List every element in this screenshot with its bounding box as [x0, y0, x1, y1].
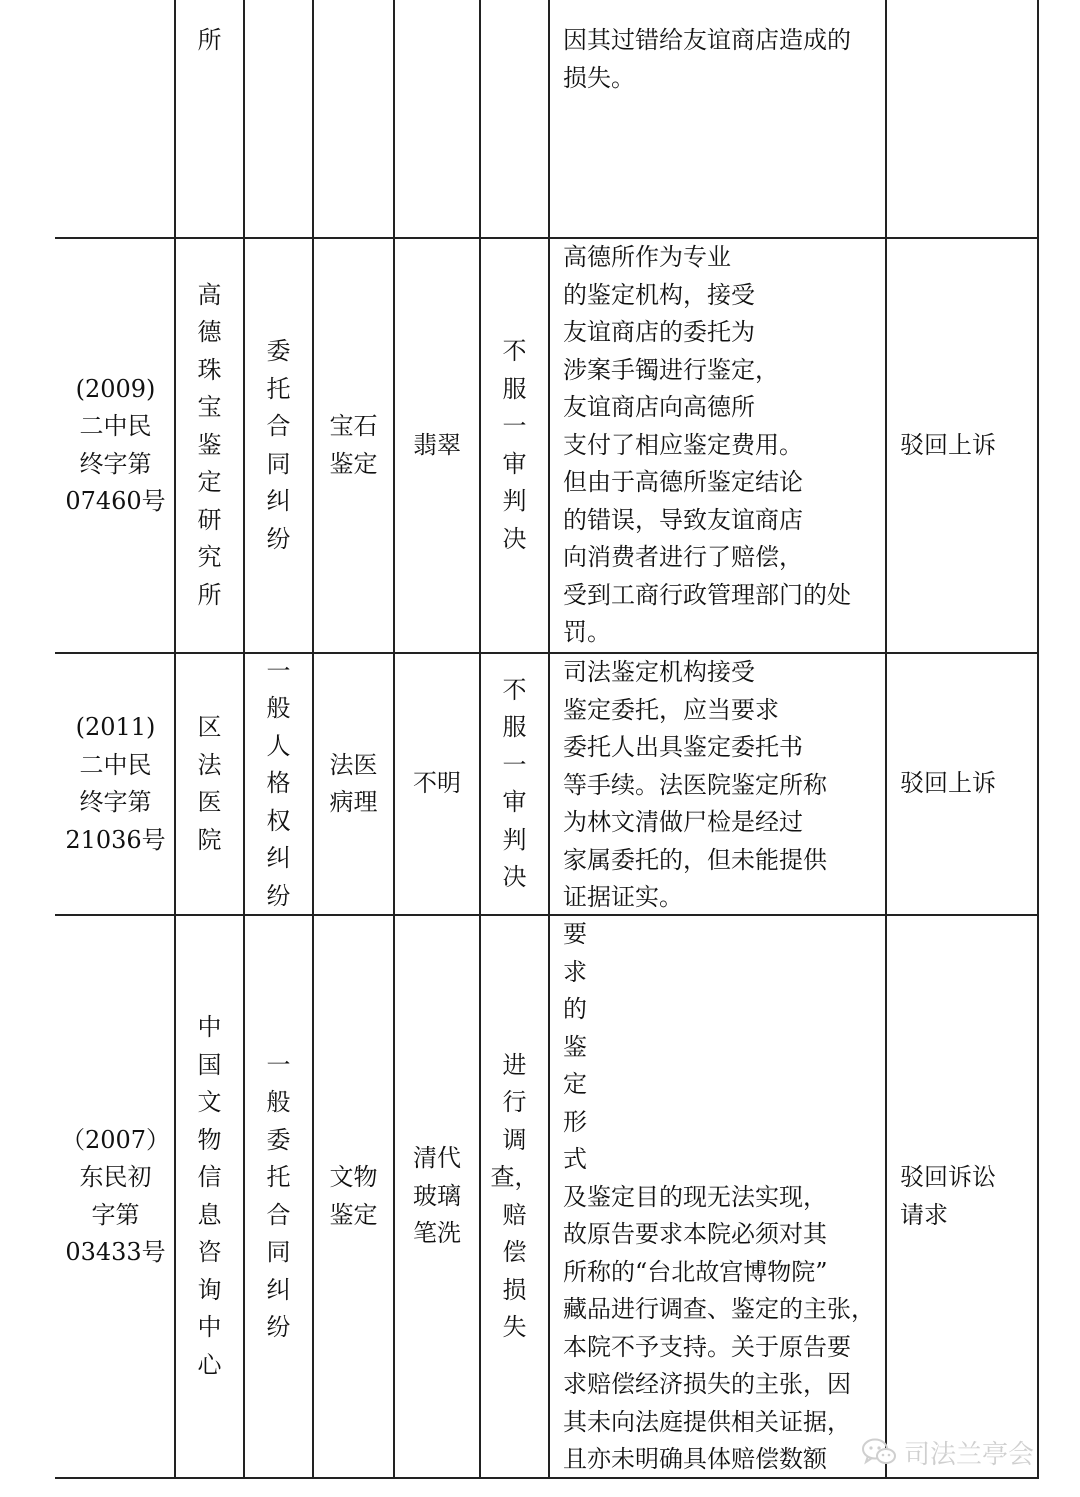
appraisal-type-text: 法医 病理 — [329, 750, 378, 816]
dispute-type-text: 一 般 委 托 合 同 纠 纷 — [266, 1050, 291, 1341]
object-text: 翡翠 — [413, 430, 461, 459]
reason-cell: 因其过错给友谊商店造成的 损失。 — [563, 26, 851, 92]
case-number-cell — [57, 654, 174, 914]
dispute-type-cell — [245, 654, 312, 914]
watermark — [862, 1432, 1034, 1472]
row-divider — [55, 1477, 1039, 1479]
dispute-type-text: 委 托 合 同 纠 纷 — [266, 337, 291, 553]
appraisal-type-cell — [314, 654, 393, 914]
result-cell — [900, 239, 1035, 652]
case-number-text: （2007） 东民初 字第 03433号 — [60, 1125, 171, 1266]
column-divider — [885, 0, 887, 1478]
institution-text: 区 法 医 院 — [197, 713, 222, 854]
claim-text: 进 行 调 查， 赔 偿 损 失 — [490, 1050, 539, 1341]
claim-cell — [481, 654, 548, 914]
reason-cell: 司法鉴定机构接受 鉴定委托，应当要求 委托人出具鉴定委托书 等手续。法医院鉴定所称 为林文清做尸检是经过 家属委托的，但未能提供 证据证实。 — [563, 658, 827, 911]
wechat-icon — [862, 1438, 896, 1466]
institution-text: 高 德 珠 宝 鉴 定 研 究 所 — [197, 280, 222, 609]
result-text: 驳回诉讼 请求 — [900, 1163, 996, 1229]
claim-cell — [481, 916, 548, 1477]
claim-text: 不 服 一 审 判 决 — [502, 337, 527, 553]
result-cell — [900, 654, 1035, 914]
institution-cell — [176, 916, 243, 1477]
column-divider — [1037, 0, 1039, 1478]
watermark-text: 司法兰亭会 — [904, 1439, 1035, 1470]
institution-cell — [176, 654, 243, 914]
object-cell — [395, 916, 479, 1477]
column-divider — [548, 0, 550, 1478]
case-number-text: (2011) 二中民 终字第 21036号 — [65, 713, 166, 854]
institution-text: 中 国 文 物 信 息 咨 询 中 心 — [197, 1013, 222, 1379]
appraisal-type-cell — [314, 239, 393, 652]
appraisal-type-cell — [314, 916, 393, 1477]
object-cell — [395, 654, 479, 914]
reason-cell: 要 求 的 鉴 定 形 式 及鉴定目的现无法实现， 故原告要求本院必须对其 所称的“台北故宫博物院” 藏品进行调查、鉴定的主张， 本院不予支持。关于原告要 求赔偿经济损失的主张，因 其未向法庭提供相关证据， 且亦未明确具体赔偿数额 — [563, 920, 875, 1473]
dispute-type-cell — [245, 916, 312, 1477]
result-cell — [900, 916, 1035, 1477]
case-number-cell — [57, 916, 174, 1477]
object-text: 清代 玻璃 笔洗 — [413, 1144, 461, 1248]
object-text: 不明 — [413, 769, 461, 798]
appraisal-type-text: 宝石 鉴定 — [329, 412, 378, 478]
institution-cell — [176, 239, 243, 652]
appraisal-type-text: 文物 鉴定 — [329, 1163, 378, 1229]
institution-cell: 所 — [197, 26, 222, 54]
claim-cell — [481, 239, 548, 652]
result-text: 驳回上诉 — [900, 430, 996, 459]
dispute-type-text: 一 般 人 格 权 纠 纷 — [266, 656, 291, 910]
case-number-text: (2009) 二中民 终字第 07460号 — [65, 374, 166, 515]
case-number-cell — [57, 239, 174, 652]
object-cell — [395, 239, 479, 652]
dispute-type-cell — [245, 239, 312, 652]
reason-cell: 高德所作为专业 的鉴定机构，接受 友谊商店的委托为 涉案手镯进行鉴定， 友谊商店向高德所 支付了相应鉴定费用。 但由于高德所鉴定结论 的错误，导致友谊商店 向消费者进行了赔偿， 受到工商行政管理部门的处 罚。 — [563, 243, 851, 646]
claim-text: 不 服 一 审 判 决 — [502, 675, 527, 891]
result-text: 驳回上诉 — [900, 769, 996, 798]
